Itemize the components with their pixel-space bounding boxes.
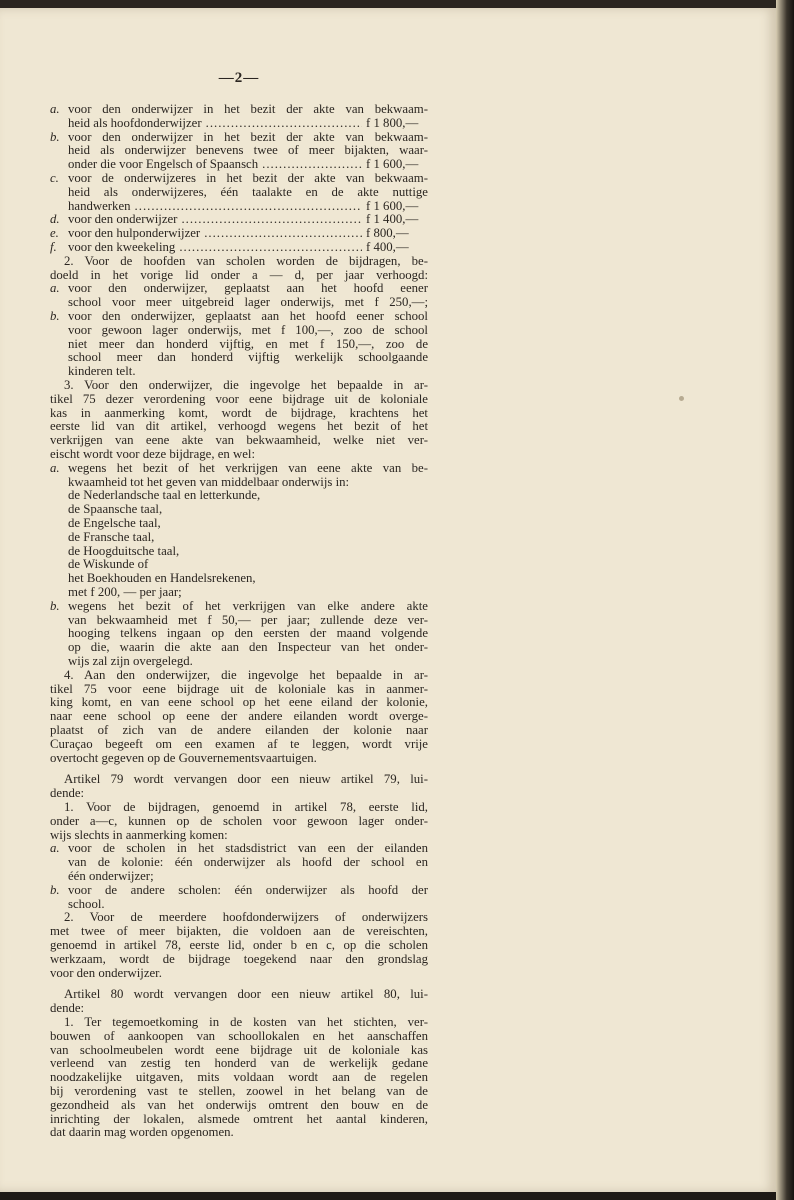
line-text: overtocht gegeven op de Gouvernementsvaartuigen. <box>50 750 317 765</box>
text-line <box>50 419 428 434</box>
text-line <box>50 966 428 981</box>
line-text: wegens het bezit of het verkrijgen van eene akte van be- <box>68 460 428 475</box>
line-text: 3. Voor den onderwijzer, die ingevolge het bepaalde in ar- <box>64 378 428 392</box>
item-label: b. <box>50 598 60 613</box>
line-text: naar eene school op eene der andere eilanden wordt overge- <box>50 709 428 724</box>
leader-line <box>50 226 428 241</box>
leader-dots <box>135 199 362 214</box>
text-line <box>50 841 428 856</box>
page-number: —2— <box>218 70 260 86</box>
text-line <box>50 786 428 801</box>
list-item-line <box>50 130 428 145</box>
item-text: voor de onderwijzeres in het bezit der akte van bekwaam- <box>68 171 428 185</box>
item-label: a. <box>50 102 60 116</box>
line-text: genoemd in artikel 78, eerste lid, onder b en c, op die scholen <box>50 938 428 952</box>
item-label: b. <box>50 882 60 897</box>
amount: f 800,— <box>366 226 409 241</box>
item-text: voor den hulponderwijzer <box>68 226 201 241</box>
line-text: school. <box>68 896 105 911</box>
text-line <box>50 626 428 641</box>
item-label: b. <box>50 309 60 323</box>
text-line <box>50 557 428 572</box>
leader-dots <box>204 226 362 241</box>
item-text: heid als onderwijzer benevens twee of meer bijakten, waar- <box>68 143 428 158</box>
line-text: verkrijgen van eene akte van bekwaamheid, welke niet ver- <box>50 433 428 448</box>
line-text: tikel 75 dezer verordening voor eene bijdrage uit de koloniale <box>50 391 428 406</box>
text-line <box>50 309 428 324</box>
line-text: voor de andere scholen: één onderwijzer als hoofd der <box>68 882 428 897</box>
text-line <box>50 814 428 829</box>
line-text: voor den onderwijzer, geplaatst aan het hoofd eener school <box>68 309 428 323</box>
item-label: f. <box>50 240 57 254</box>
list-item-line <box>50 171 428 186</box>
line-text: voor de scholen in het stadsdistrict van een der eilanden <box>68 841 428 856</box>
line-text: wijs slechts in aanmerking komen: <box>50 827 228 842</box>
line-text: de Fransche taal, <box>68 529 155 544</box>
line-text: eischt wordt voor deze bijdrage, en wel: <box>50 447 256 461</box>
text-line <box>50 585 428 600</box>
text-line <box>50 924 428 939</box>
text-line <box>50 530 428 545</box>
text-line <box>50 640 428 655</box>
line-text: dat daarin mag worden opgenomen. <box>50 1125 234 1140</box>
amount: f 1 800,— <box>366 115 419 130</box>
list-item-line <box>50 102 428 117</box>
line-text: van bekwaamheid met f 50,— per jaar; zullende deze ver- <box>68 612 428 627</box>
line-text: doeld in het vorige lid onder a — d, per jaar verhoogd: <box>50 267 428 282</box>
line-text: school voor meer uitgebreid lager onderwijs, met f 250,—; <box>68 295 428 310</box>
text-line <box>50 281 428 296</box>
text-line <box>50 323 428 338</box>
line-text: één onderwijzer; <box>68 869 154 883</box>
document-page <box>0 8 776 1192</box>
list-item-line <box>50 185 428 200</box>
line-text: van de kolonie: één onderwijzer als hoofd der school en <box>68 855 428 870</box>
item-text: heid als hoofdonderwijzer <box>68 115 202 130</box>
text-line <box>50 869 428 884</box>
text-line <box>50 502 428 517</box>
text-line <box>50 364 428 379</box>
line-text: Artikel 80 wordt vervangen door een nieuw artikel 80, lui- <box>64 987 428 1002</box>
line-text: met twee of meer bijakten, die voldoen aan de vereischten, <box>50 924 428 939</box>
text-line <box>50 1084 428 1099</box>
line-text: hooging telkens ingaan op den eersten der maand volgende <box>68 626 428 641</box>
text-line <box>50 475 428 490</box>
line-text: voor den onderwijzer. <box>50 965 162 980</box>
item-label: a. <box>50 841 60 856</box>
line-text: wijs zal zijn overgelegd. <box>68 654 193 668</box>
line-text: kinderen telt. <box>68 364 136 379</box>
line-text: 2. Voor de hoofden van scholen worden de bijdragen, be- <box>64 253 428 268</box>
amount: f 400,— <box>366 240 409 254</box>
text-line <box>50 682 428 697</box>
leader-line <box>50 240 428 255</box>
line-text: de Hoogduitsche taal, <box>68 543 180 558</box>
line-text: met f 200, — per jaar; <box>68 585 182 599</box>
item-text: heid als onderwijzeres, één taalakte en de akte nuttige <box>68 184 428 199</box>
text-line <box>50 897 428 912</box>
list-item-line <box>50 143 428 158</box>
text-line <box>50 910 428 925</box>
line-text: 1. Ter tegemoetkoming in de kosten van het stichten, ver- <box>64 1015 428 1029</box>
text-line <box>50 938 428 953</box>
text-line <box>50 654 428 669</box>
text-line <box>50 695 428 710</box>
line-text: eerste lid van dit artikel, verhoogd wegens het bezit of het <box>50 419 428 434</box>
line-text: Artikel 79 wordt vervangen door een nieuw artikel 79, lui- <box>64 772 428 787</box>
item-label: a. <box>50 281 60 296</box>
leader-dots <box>179 240 362 255</box>
text-line <box>50 295 428 310</box>
text-line <box>50 1043 428 1058</box>
text-line <box>50 447 428 462</box>
text-line <box>50 544 428 559</box>
item-text: onder die voor Engelsch of Spaansch <box>68 157 259 172</box>
text-line <box>50 1070 428 1085</box>
leader-dots <box>262 157 362 172</box>
text-line <box>50 772 428 787</box>
text-line <box>50 406 428 421</box>
text-line <box>50 1125 428 1140</box>
leader-line <box>50 212 428 227</box>
text-line <box>50 800 428 815</box>
text-line <box>50 1001 428 1016</box>
line-text: de Wiskunde of <box>68 557 149 572</box>
line-text: werkzaam, wordt de bijdrage toegekend naar den grondslag <box>50 951 428 966</box>
text-line <box>50 433 428 448</box>
text-line <box>50 751 428 766</box>
text-line <box>50 350 428 365</box>
text-line <box>50 516 428 531</box>
text-line <box>50 378 428 393</box>
text-line <box>50 571 428 586</box>
text-line <box>50 855 428 870</box>
item-label: b. <box>50 129 60 144</box>
line-text: school meer dan honderd vijftig werkelijk schoolgaande <box>68 350 428 365</box>
line-text: 2. Voor de meerdere hoofdonderwijzers of onderwijzers <box>64 910 428 925</box>
line-text: Curaçao begeeft om een examen af te leggen, wordt vrije <box>50 736 428 751</box>
amount: f 1 600,— <box>366 198 419 213</box>
scan-top-border <box>0 0 794 8</box>
item-text: voor den onderwijzer in het bezit der akte van bekwaam- <box>68 102 428 116</box>
text-line <box>50 268 428 283</box>
text-line <box>50 461 428 476</box>
text-line <box>50 737 428 752</box>
line-text: 4. Aan den onderwijzer, die ingevolge het bepaalde in ar- <box>64 667 428 682</box>
leader-dots <box>206 116 362 131</box>
item-text: voor den kweekeling <box>68 240 176 254</box>
text-line <box>50 392 428 407</box>
line-text: kwaamheid tot het geven van middelbaar onderwijs in: <box>68 474 350 489</box>
text-line <box>50 1098 428 1113</box>
line-text: plaatst of zich van de andere eilanden der kolonie naar <box>50 723 428 737</box>
text-line <box>50 828 428 843</box>
page-edge <box>776 0 794 1200</box>
line-text: bij verordening vast te stellen, zoowel in het belang van de <box>50 1084 428 1098</box>
text-line <box>50 337 428 352</box>
leader-line <box>50 199 428 214</box>
amount: f 1 400,— <box>366 212 419 227</box>
line-text: king komt, en van eene school op het eene eiland der kolonie, <box>50 695 428 710</box>
line-text: inrichting der lokalen, alsmede omtrent het aantal kinderen, <box>50 1111 428 1126</box>
paper-speck <box>679 396 684 401</box>
line-text: noodzakelijke uitgaven, mits voldaan wordt aan de regelen <box>50 1070 428 1085</box>
line-text: niet meer dan honderd vijftig, en met f 150,—, zoo de <box>68 336 428 351</box>
text-line <box>50 723 428 738</box>
item-label: a. <box>50 460 60 475</box>
line-text: de Engelsche taal, <box>68 516 161 530</box>
line-text: wegens het bezit of het verkrijgen van elke andere akte <box>68 598 428 613</box>
item-label: d. <box>50 212 60 227</box>
text-line <box>50 883 428 898</box>
item-text: handwerken <box>68 198 131 213</box>
item-label: e. <box>50 226 59 241</box>
item-label: c. <box>50 171 59 185</box>
leader-line <box>50 157 428 172</box>
line-text: dende: <box>50 786 85 801</box>
text-line <box>50 1056 428 1071</box>
line-text: gezondheid als van het onderwijs omtrent den bouw en de <box>50 1097 428 1112</box>
amount: f 1 600,— <box>366 157 419 172</box>
item-text: voor den onderwijzer <box>68 212 178 227</box>
line-text: de Spaansche taal, <box>68 502 163 517</box>
text-line <box>50 987 428 1002</box>
text-line <box>50 709 428 724</box>
text-line <box>50 1015 428 1030</box>
line-text: kas in aanmerking komt, wordt de bijdrage, krachtens het <box>50 405 428 420</box>
leader-dots <box>181 212 362 227</box>
line-text: tikel 75 voor eene bijdrage uit de koloniale kas in aanmer- <box>50 681 428 696</box>
leader-line <box>50 116 428 131</box>
line-text: dende: <box>50 1001 85 1016</box>
line-text: 1. Voor de bijdragen, genoemd in artikel 78, eerste lid, <box>64 800 428 814</box>
line-text: onder a—c, kunnen op de scholen voor gewoon lager onder- <box>50 813 428 828</box>
text-line <box>50 668 428 683</box>
text-line <box>50 613 428 628</box>
text-line <box>50 1112 428 1127</box>
text-line <box>50 599 428 614</box>
item-text: voor den onderwijzer in het bezit der akte van bekwaam- <box>68 129 428 144</box>
line-text: van schoolmeubelen wordt eene bijdrage uit de koloniale kas <box>50 1042 428 1057</box>
line-text: voor gewoon lager onderwijs, met f 100,—, zoo de school <box>68 322 428 337</box>
line-text: verleend van zestig ten honderd van de werkelijk gedane <box>50 1056 428 1071</box>
line-text: op die, waarin die akte aan den Inspecteur van het onder- <box>68 640 428 655</box>
line-text: de Nederlandsche taal en letterkunde, <box>68 488 261 503</box>
text-line <box>50 1029 428 1044</box>
text-line <box>50 488 428 503</box>
text-line <box>50 254 428 269</box>
line-text: bouwen of aankoopen van schoollokalen en het aanschaffen <box>50 1028 428 1043</box>
line-text: voor den onderwijzer, geplaatst aan het hoofd eener <box>68 281 428 296</box>
text-line <box>50 952 428 967</box>
line-text: het Boekhouden en Handelsrekenen, <box>68 571 256 586</box>
